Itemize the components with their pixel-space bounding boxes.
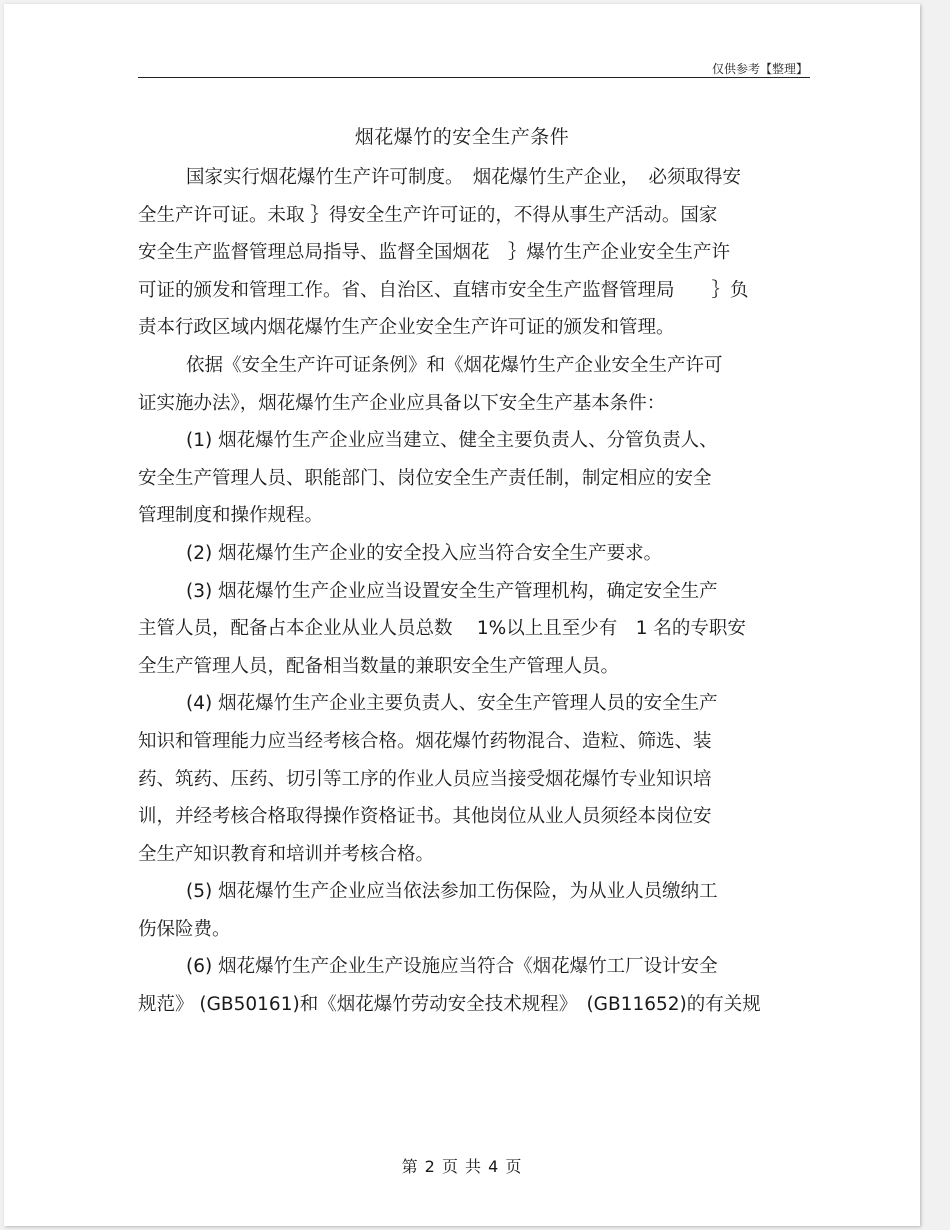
body-line: 药、筑药、压药、切引等工序的作业人员应当接受烟花爆竹专业知识培 xyxy=(138,768,712,790)
body-line: 全生产管理人员，配备相当数量的兼职安全生产管理人员。 xyxy=(138,655,620,677)
body-line: (2) 烟花爆竹生产企业的安全投入应当符合安全生产要求。 xyxy=(186,542,663,564)
header-note: 仅供参考【整理】 xyxy=(711,62,808,76)
body-line: 管理制度和操作规程。 xyxy=(138,505,324,527)
body-line: (1) 烟花爆竹生产企业应当建立、健全主要负责人、分管负责人、 xyxy=(186,430,718,452)
body-line: 安全生产监督管理总局指导、监督全国烟花 ｝爆竹生产企业安全生产许 xyxy=(138,242,731,264)
body-line: 全生产知识教育和培训并考核合格。 xyxy=(138,843,435,865)
document-title: 烟花爆竹的安全生产条件 xyxy=(354,126,570,148)
body-line: (4) 烟花爆竹生产企业主要负责人、安全生产管理人员的安全生产 xyxy=(186,693,718,715)
body-line: 证实施办法》，烟花爆竹生产企业应具备以下安全生产基本条件： xyxy=(138,392,666,414)
body-line: 安全生产管理人员、职能部门、岗位安全生产责任制，制定相应的安全 xyxy=(138,467,712,489)
body-line: (3) 烟花爆竹生产企业应当设置安全生产管理机构，确定安全生产 xyxy=(186,580,718,602)
body-line: (5) 烟花爆竹生产企业应当依法参加工伤保险，为从业人员缴纳工 xyxy=(186,881,718,903)
body-line: 可证的颁发和管理工作。省、自治区、直辖市安全生产监督管理局 ｝负 xyxy=(138,279,749,301)
body-line: 规范》 (GB50161)和《烟花爆竹劳动安全技术规程》 (GB11652)的有关规 xyxy=(138,994,761,1016)
body-line: 知识和管理能力应当经考核合格。烟花爆竹药物混合、造粒、筛选、装 xyxy=(138,730,712,752)
page-footer: 第 2 页 共 4 页 xyxy=(401,1157,523,1176)
body-line: (6) 烟花爆竹生产企业生产设施应当符合《烟花爆竹工厂设计安全 xyxy=(186,956,718,978)
body-line: 责本行政区域内烟花爆竹生产企业安全生产许可证的颁发和管理。 xyxy=(138,317,675,339)
document-body xyxy=(138,159,818,1024)
body-line: 训，并经考核合格取得操作资格证书。其他岗位从业人员须经本岗位安 xyxy=(138,806,712,828)
document-page xyxy=(4,4,920,1226)
body-line: 全生产许可证。未取 ｝得安全生产许可证的，不得从事生产活动。国家 xyxy=(138,204,718,226)
body-line: 伤保险费。 xyxy=(138,918,231,940)
header-rule xyxy=(138,77,810,78)
body-line: 依据《安全生产许可证条例》和《烟花爆竹生产企业安全生产许可 xyxy=(186,354,723,376)
body-line: 国家实行烟花爆竹生产许可制度。 烟花爆竹生产企业， 必须取得安 xyxy=(186,167,742,188)
body-line: 主管人员，配备占本企业从业人员总数 1%以上且至少有 1 名的专职安 xyxy=(138,618,746,640)
